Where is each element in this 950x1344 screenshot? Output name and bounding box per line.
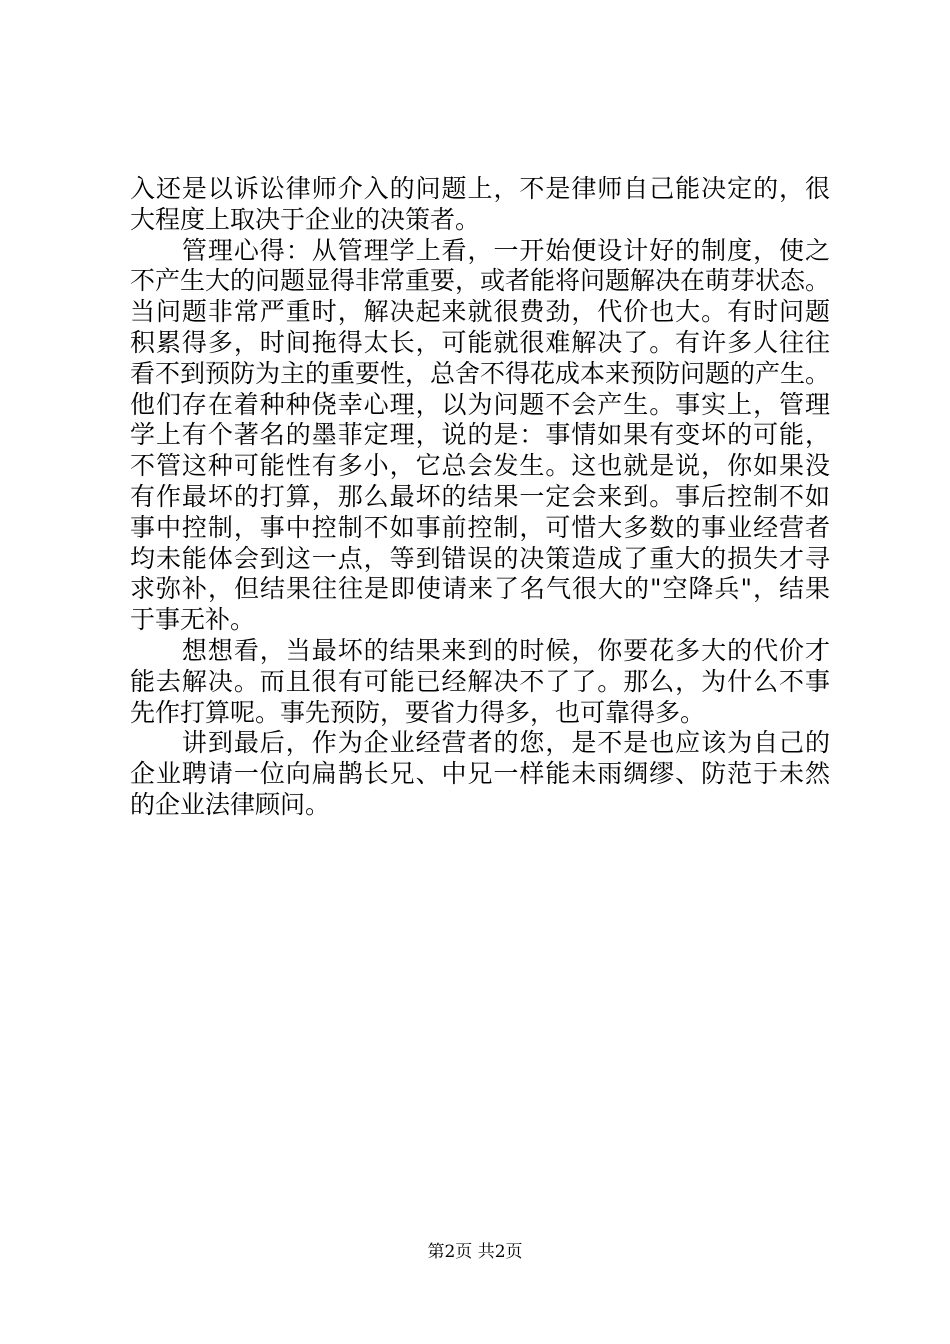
text-line: 不产生大的问题显得非常重要，或者能将问题解决在萌芽状态。 <box>130 266 831 296</box>
text-line: 有作最坏的打算，那么最坏的结果一定会来到。事后控制不如 <box>130 481 830 511</box>
text-line: 于事无补。 <box>130 605 256 635</box>
text-line: 求弥补，但结果往往是即使请来了名气很大的"空降兵"，结果 <box>130 574 830 604</box>
text-line: 不管这种可能性有多小，它总会发生。这也就是说，你如果没 <box>130 451 830 481</box>
text-line: 事中控制，事中控制不如事前控制，可惜大多数的事业经营者 <box>130 512 830 542</box>
text-line: 当问题非常严重时，解决起来就很费劲，代价也大。有时问题 <box>130 297 830 327</box>
text-line: 讲到最后，作为企业经营者的您，是不是也应该为自己的 <box>130 728 830 758</box>
text-line: 企业聘请一位向扁鹊长兄、中兄一样能未雨绸缪、防范于未然 <box>130 759 830 789</box>
text-line: 先作打算呢。事先预防，要省力得多，也可靠得多。 <box>130 697 706 727</box>
document-body <box>130 174 830 821</box>
text-line: 学上有个著名的墨菲定理，说的是：事情如果有变坏的可能， <box>130 420 830 450</box>
text-line: 他们存在着种种侥幸心理，以为问题不会产生。事实上，管理 <box>130 389 830 419</box>
page-number-label: 第2页 共2页 <box>427 1242 523 1262</box>
text-line: 均未能体会到这一点，等到错误的决策造成了重大的损失才寻 <box>130 543 830 573</box>
text-line: 管理心得：从管理学上看，一开始便设计好的制度，使之 <box>130 235 830 265</box>
text-line: 的企业法律顾问。 <box>130 789 331 819</box>
text-line: 大程度上取决于企业的决策者。 <box>130 204 481 234</box>
page-footer <box>0 1240 950 1264</box>
text-line: 积累得多，时间拖得太长，可能就很难解决了。有许多人往往 <box>130 327 830 357</box>
text-line: 想想看，当最坏的结果来到的时候，你要花多大的代价才 <box>130 635 830 665</box>
text-line: 入还是以诉讼律师介入的问题上，不是律师自己能决定的，很 <box>130 174 830 203</box>
text-line: 能去解决。而且很有可能已经解决不了了。那么，为什么不事 <box>130 666 830 696</box>
text-line: 看不到预防为主的重要性，总舍不得花成本来预防问题的产生。 <box>130 358 831 388</box>
